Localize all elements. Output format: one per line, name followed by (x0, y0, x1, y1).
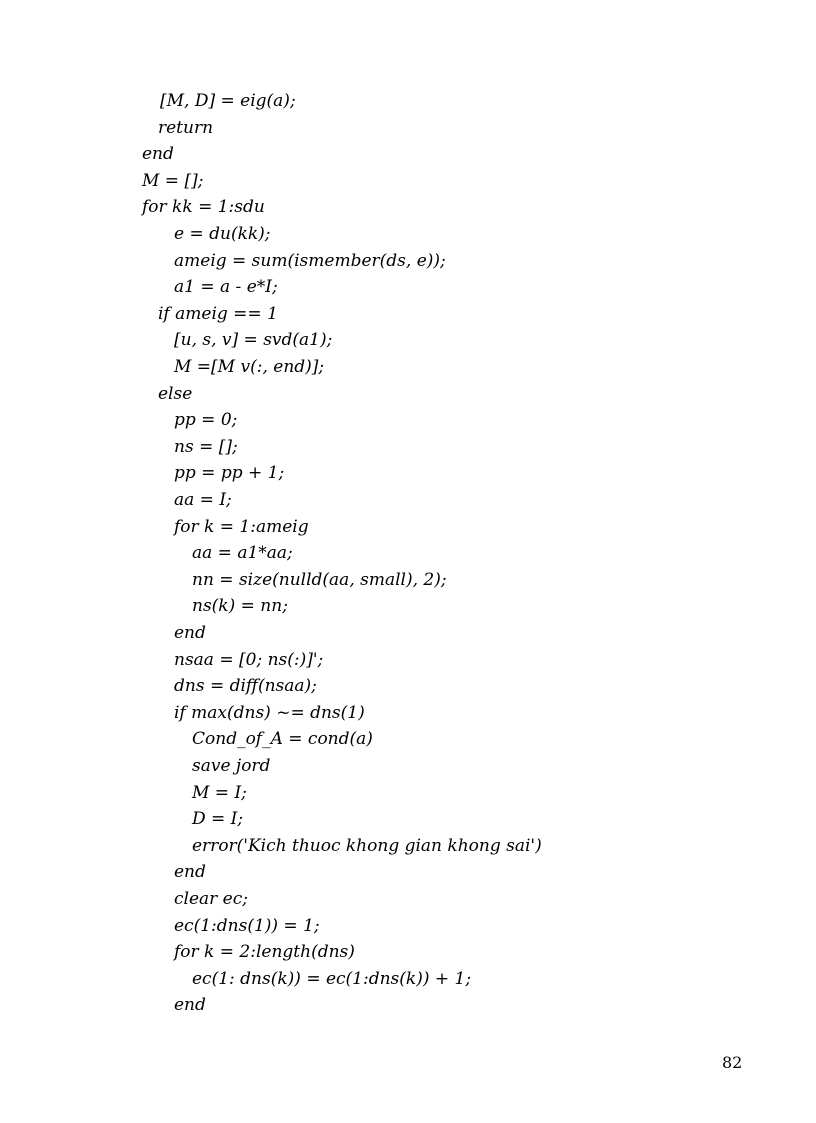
code-line: M = I; (192, 782, 247, 803)
code-line: if max(dns) ~= dns(1) (174, 702, 365, 723)
code-line: pp = 0; (174, 410, 238, 431)
code-line: ns = []; (174, 436, 238, 457)
page-number: 82 (722, 1053, 743, 1072)
code-line: Cond_of_A = cond(a) (192, 729, 373, 750)
code-line: ameig = sum(ismember(ds, e)); (174, 250, 446, 271)
code-line: D = I; (192, 809, 244, 830)
code-line: return (158, 117, 214, 138)
code-line: end (142, 144, 174, 165)
code-line: a1 = a - e*I; (174, 277, 278, 298)
code-line: end (174, 623, 206, 643)
code-line: aa = I; (174, 490, 232, 510)
code-line: for k = 1:ameig (174, 516, 309, 537)
code-line: pp = pp + 1; (174, 463, 285, 484)
code-line: end (174, 862, 206, 883)
code-line: else (158, 383, 193, 404)
code-line: end (174, 995, 206, 1016)
code-line: aa = a1*aa; (192, 543, 293, 564)
code-line: e = du(kk); (174, 224, 271, 244)
code-line: nsaa = [0; ns(:)]'; (174, 649, 324, 670)
code-line: save jord (192, 756, 271, 776)
code-line: [M, D] = eig(a); (160, 91, 296, 111)
code-line: ns(k) = nn; (192, 596, 288, 617)
code-line: [u, s, v] = svd(a1); (174, 330, 333, 351)
code-line: dns = diff(nsaa); (174, 676, 317, 697)
code-line: ec(1: dns(k)) = ec(1:dns(k)) + 1; (192, 968, 472, 989)
code-line: nn = size(nulld(aa, small), 2); (192, 569, 447, 590)
code-line: M =[M v(:, end)]; (174, 357, 325, 377)
code-line: clear ec; (174, 889, 248, 909)
code-line: M = []; (142, 170, 204, 191)
code-line: error('Kich thuoc khong gian khong sai') (192, 835, 542, 856)
code-line: ec(1:dns(1)) = 1; (174, 915, 320, 936)
code-line: for k = 2:length(dns) (174, 942, 355, 963)
code-line: for kk = 1:sdu (142, 197, 265, 218)
code-line: if ameig == 1 (158, 303, 278, 324)
